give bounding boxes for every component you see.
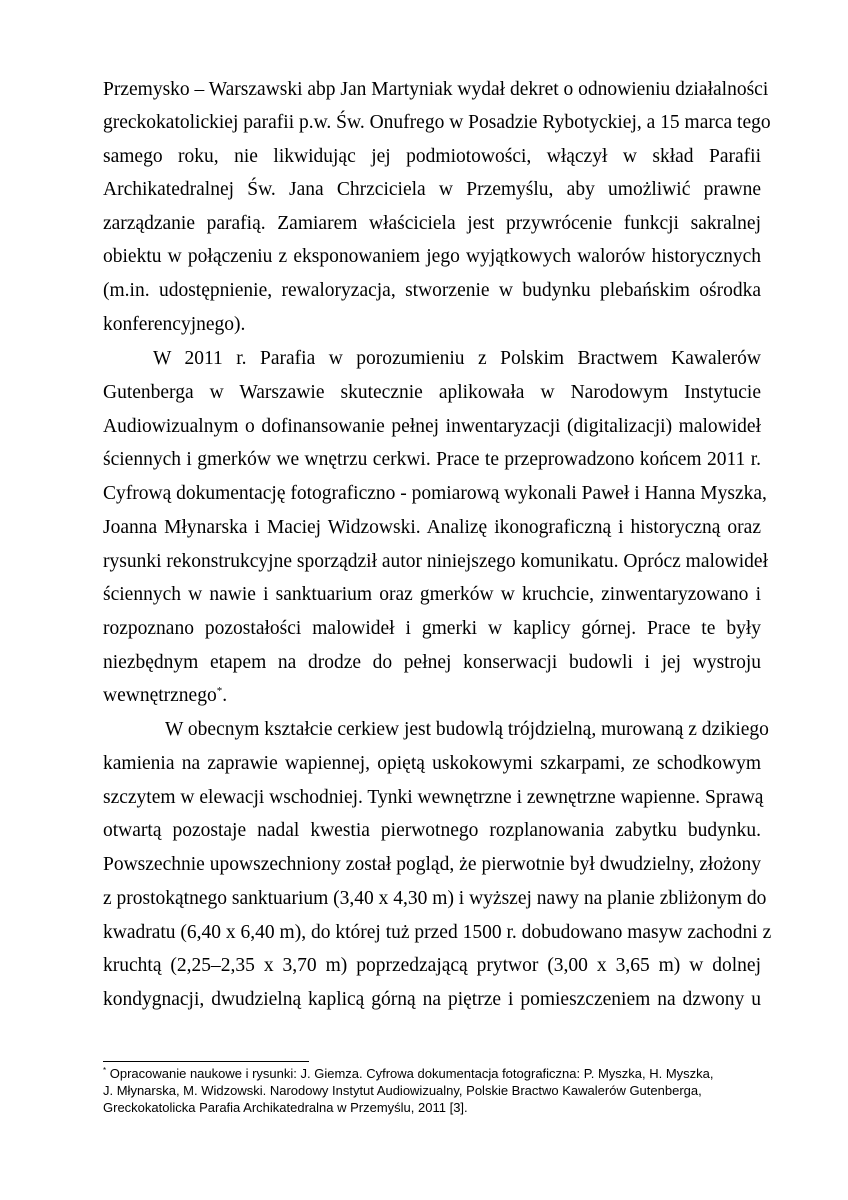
paragraph-1-line-8: konferencyjnego). — [103, 314, 246, 335]
paragraph-1-line-4: Archikatedralnej Św. Jana Chrzciciela w Przemyślu, aby umożliwić prawne — [103, 179, 761, 200]
footnote-line-1-text: Opracowanie naukowe i rysunki: J. Giemza. Cyfrowa dokumentacja fotograficzna: P. Myszka, H. Myszka, — [106, 1066, 714, 1081]
paragraph-3-line-3: szczytem w elewacji wschodniej. Tynki wewnętrzne i zewnętrzne wapienne. Sprawą — [103, 787, 764, 808]
footnote-line-2: J. Młynarska, M. Widzowski. Narodowy Instytut Audiowizualny, Polskie Bractwo Kawalerów Gutenberga, — [103, 1083, 702, 1098]
paragraph-2-line-11-text: wewnętrznego — [103, 685, 217, 706]
paragraph-1-line-3: samego roku, nie likwidując jej podmiotowości, włączył w skład Parafii — [103, 146, 761, 167]
paragraph-3-line-8: kruchtą (2,25–2,35 x 3,70 m) poprzedzającą prytwor (3,00 x 3,65 m) w dolnej — [103, 955, 761, 976]
paragraph-2-line-10: niezbędnym etapem na drodze do pełnej konserwacji budowli i jej wystroju — [103, 652, 761, 673]
paragraph-2-line-5: Cyfrową dokumentację fotograficzno - pomiarową wykonali Paweł i Hanna Myszka, — [103, 483, 767, 504]
footnote-reference-marker: * — [216, 685, 223, 697]
paragraph-2-line-4: ściennych i gmerków we wnętrzu cerkwi. Prace te przeprowadzono końcem 2011 r. — [103, 449, 761, 470]
paragraph-1-line-6: obiektu w połączeniu z eksponowaniem jego wyjątkowych walorów historycznych — [103, 246, 761, 267]
footnote-line-3: Greckokatolicka Parafia Archikatedralna w Przemyślu, 2011 [3]. — [103, 1100, 468, 1115]
paragraph-2-line-6: Joanna Młynarska i Maciej Widzowski. Analizę ikonograficzną i historyczną oraz — [103, 517, 761, 538]
paragraph-2-line-2: Gutenberga w Warszawie skutecznie aplikowała w Narodowym Instytucie — [103, 382, 761, 403]
paragraph-1-line-7: (m.in. udostępnienie, rewaloryzacja, stworzenie w budynku plebańskim ośrodka — [103, 280, 761, 301]
paragraph-2-line-1: W 2011 r. Parafia w porozumieniu z Polskim Bractwem Kawalerów — [153, 348, 761, 369]
paragraph-3-line-1: W obecnym kształcie cerkiew jest budowlą trójdzielną, murowaną z dzikiego — [165, 719, 769, 740]
paragraph-2-line-11 — [103, 684, 761, 708]
footnote-marker: * — [103, 1066, 107, 1075]
paragraph-1-line-2: greckokatolickiej parafii p.w. Św. Onufrego w Posadzie Rybotyckiej, a 15 marca tego — [103, 112, 771, 133]
paragraph-3-line-4: otwartą pozostaje nadal kwestia pierwotnego rozplanowania zabytku budynku. — [103, 820, 761, 841]
paragraph-1-line-1: Przemysko – Warszawski abp Jan Martyniak wydał dekret o odnowieniu działalności — [103, 79, 769, 100]
footnote-separator — [103, 1061, 309, 1062]
paragraph-1-line-5: zarządzanie parafią. Zamiarem właściciela jest przywrócenie funkcji sakralnej — [103, 213, 761, 234]
paragraph-2-line-9: rozpoznano pozostałości malowideł i gmerki w kaplicy górnej. Prace te były — [103, 618, 761, 639]
paragraph-2-line-7: rysunki rekonstrukcyjne sporządził autor niniejszego komunikatu. Oprócz malowideł — [103, 551, 768, 572]
paragraph-2-line-11-period: . — [222, 685, 228, 706]
paragraph-3-line-7: kwadratu (6,40 x 6,40 m), do której tuż przed 1500 r. dobudowano masyw zachodni z — [103, 922, 772, 943]
paragraph-3-line-2: kamienia na zaprawie wapiennej, opiętą uskokowymi szkarpami, ze schodkowym — [103, 753, 761, 774]
paragraph-3-line-6: z prostokątnego sanktuarium (3,40 x 4,30 m) i wyższej nawy na planie zbliżonym do — [103, 888, 767, 909]
paragraph-3-line-9: kondygnacji, dwudzielną kaplicą górną na piętrze i pomieszczeniem na dzwony u — [103, 989, 761, 1010]
paragraph-2-line-3: Audiowizualnym o dofinansowanie pełnej inwentaryzacji (digitalizacji) malowideł — [103, 416, 761, 437]
paragraph-3-line-5: Powszechnie upowszechniony został pogląd, że pierwotnie był dwudzielny, złożony — [103, 854, 761, 875]
footnote-line-1 — [103, 1066, 783, 1082]
paragraph-2-line-8: ściennych w nawie i sanktuarium oraz gmerków w kruchcie, zinwentaryzowano i — [103, 584, 761, 605]
